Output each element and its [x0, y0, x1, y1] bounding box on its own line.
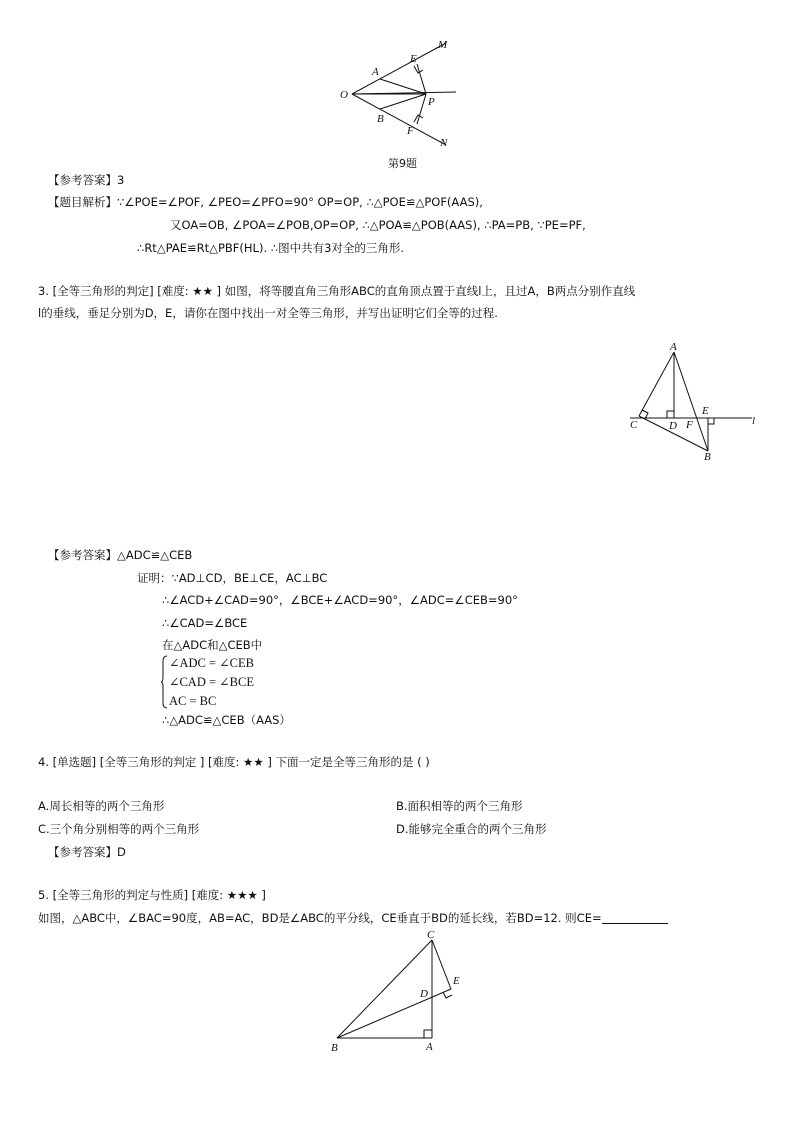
proof-line-2: ∴∠ACD+∠CAD=90°，∠BCE+∠ACD=90°，∠ADC=∠CEB=90° — [162, 593, 518, 607]
q5-header: 5. [全等三角形的判定与性质] [难度: ★★★ ] — [38, 888, 266, 902]
segment-ce — [432, 940, 451, 989]
q2-analysis-2: 又OA=OB, ∠POA=∠POB,OP=OP, ∴△POA≌△POB(AAS), ∴PA=PB, ∵PE=PF, — [170, 218, 586, 232]
label-e: E — [410, 53, 417, 65]
analysis-label: 【题目解析】 — [48, 195, 117, 209]
figure-q3 — [620, 340, 770, 465]
segment-pe — [417, 64, 426, 94]
label-a: A — [670, 341, 677, 353]
label-f: F — [686, 419, 693, 431]
right-angle-d — [667, 411, 674, 418]
system-eq-1: ∠ADC = ∠CEB — [169, 656, 254, 670]
label-p: P — [428, 96, 435, 108]
q3-stem-2: l的垂线，垂足分别为D，E，请你在图中找出一对全等三角形，并写出证明它们全等的过程. — [38, 306, 498, 320]
label-b: B — [704, 451, 711, 463]
q2-answer — [48, 172, 124, 188]
label-d: D — [420, 988, 428, 1000]
segment-bp — [380, 94, 426, 109]
label-f: F — [407, 125, 414, 137]
q2-analysis-3: ∴Rt△PAE≌Rt△PBF(HL). ∴图中共有3对全的三角形. — [137, 241, 405, 255]
figure-q5 — [325, 925, 475, 1057]
label-a: A — [426, 1041, 433, 1053]
q5-stem — [38, 910, 668, 926]
label-e: E — [702, 405, 709, 417]
segment-ap — [380, 79, 426, 94]
label-o: O — [340, 89, 348, 101]
label-b: B — [377, 113, 384, 125]
option-d: D.能够完全重合的两个三角形 — [396, 822, 547, 836]
figure-9 — [330, 35, 470, 175]
proof-line-3: ∴∠CAD=∠BCE — [162, 616, 248, 630]
answer-label: 【参考答案】 — [48, 845, 117, 859]
proof-line-4: 在△ADC和△CEB中 — [162, 638, 263, 652]
side-bc — [337, 940, 432, 1038]
answer-blank — [602, 911, 668, 924]
system-brace — [161, 655, 167, 709]
label-a: A — [372, 66, 379, 78]
option-a: A.周长相等的两个三角形 — [38, 799, 165, 813]
analysis-text: ∵∠POE=∠POF, ∠PEO=∠PFO=90° OP=OP, ∴△POE≌△POF(AAS), — [117, 195, 483, 209]
label-l: l — [752, 415, 756, 427]
figure-caption: 第9题 — [388, 157, 417, 170]
right-angle-e — [708, 418, 714, 424]
answer-label: 【参考答案】 — [48, 548, 117, 562]
q4-stem: 4. [单选题] [全等三角形的判定 ] [难度: ★★ ] 下面一定是全等三角形的是 ( ) — [38, 755, 430, 769]
q3-answer — [48, 547, 192, 563]
proof-line-1: 证明：∵AD⊥CD，BE⊥CE，AC⊥BC — [137, 571, 328, 585]
right-angle-e — [443, 992, 452, 998]
side-ac — [639, 352, 674, 416]
label-c: C — [630, 419, 638, 431]
q4-answer — [48, 844, 126, 860]
bisector-be — [337, 989, 451, 1038]
option-c: C.三个角分别相等的两个三角形 — [38, 822, 200, 836]
answer-value: △ADC≌△CEB — [117, 548, 193, 562]
q2-analysis-1 — [48, 194, 483, 210]
label-d: D — [669, 420, 677, 432]
q5-stem-text: 如图，△ABC中，∠BAC=90度，AB=AC，BD是∠ABC的平分线，CE垂直于BD的延长线，若BD=12. 则CE= — [38, 911, 602, 925]
right-angle-a — [424, 1030, 432, 1038]
label-c: C — [427, 929, 435, 941]
label-e: E — [453, 975, 460, 987]
system-eq-2: ∠CAD = ∠BCE — [169, 675, 254, 689]
answer-value: 3 — [117, 173, 125, 187]
label-m: M — [438, 39, 448, 51]
label-b: B — [331, 1042, 338, 1054]
system-eq-3: AC = BC — [169, 694, 217, 708]
proof-conclusion: ∴△ADC≌△CEB（AAS） — [162, 713, 291, 727]
q3-stem-1: 3. [全等三角形的判定] [难度: ★★ ] 如图，将等腰直角三角形ABC的直角顶点置于直线l上，且过A，B两点分别作直线 — [38, 284, 636, 298]
answer-label: 【参考答案】 — [48, 173, 117, 187]
option-b: B.面积相等的两个三角形 — [396, 799, 523, 813]
segment-pf — [417, 94, 426, 124]
label-n: N — [440, 137, 448, 149]
ray-om — [352, 43, 446, 94]
answer-value: D — [117, 845, 126, 859]
